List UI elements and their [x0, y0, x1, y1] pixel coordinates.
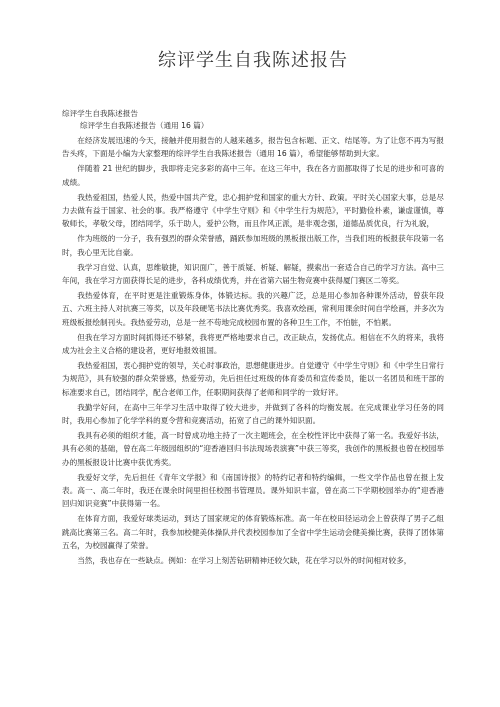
paragraph: 我爱好文学，先后担任《青年文学报》和《南国诗报》的特约记者和特约编辑，一些文学作品也曾在报上发表。高一、高二年时，我还在课余时间里担任校图书管理员。课外知识丰富，曾在高二下学期校园举办的“迎香港回归知识竞赛”中获得第一名。 [62, 472, 444, 509]
document-title: 综评学生自我陈述报告 [158, 50, 348, 71]
paragraph: 在体育方面，我爱好球类运动，到达了国家规定的体育锻炼标准。高一年在校田径运动会上曾获得了男子乙组跳高比赛第三名。高二年时，我参加校健美体操队并代表校园参加了全省中学生运动会健美操比赛，获得了团体第五名，为校园赢得了荣誉。 [62, 514, 444, 550]
paragraph: 我热爱祖国，衷心拥护党的领导，关心时事政治，思想健康进步。自觉遵守《中学生守则》和《中学生日常行为规范》，具有较强的群众荣誉感，热爱劳动，先后担任过班级的体育委员和宣传委员，能以一名团员和班干部的标准要求自己，团结同学，配合老师工作，任职期间获得了老师和同学的一致好评。 [62, 361, 444, 397]
paragraph: 伴随着 21 世纪的脚步，我即将走完多彩的高中三年。在这三年中，我在各方面都取得了长足的进步和可喜的成绩。 [62, 164, 444, 187]
document-body [62, 134, 444, 567]
document-meta [62, 108, 444, 132]
paragraph: 当然，我也存在一些缺点。例如：在学习上刻苦钻研精神还较欠缺，花在学习以外的时间相对较多， [77, 556, 412, 566]
heading-line: 综评学生自我陈述报告 [62, 109, 138, 118]
paragraph: 我热爱体育，在平时更是注重锻炼身体，体锻达标。我的兴趣广泛，总是用心参加各种课外活动，曾获年段五、六班主持人对抗赛三等奖，以及年段硬笔书法比赛优秀奖。我喜欢绘画，常利用课余时间自学绘画，并多次为班级板报绘制刊头。我热爱劳动，总是一丝不苟地完成校园布置的各种卫生工作，不怕脏，不怕累。 [62, 291, 444, 327]
paragraph: 作为班级的一分子，我有强烈的群众荣誉感，踊跃参加班级的黑板报出版工作，当我们班的板报获年段第一名时，我心里无比自豪。 [62, 234, 444, 257]
paragraph: 但我在学习方面时间抓得还不够紧，我将更严格地要求自己，改正缺点，发扬优点。相信在不久的将来，我将成为社会主义合格的建设者，更好地报效祖国。 [62, 332, 444, 356]
subheading-line: 综评学生自我陈述报告（通用 16 篇） [80, 121, 209, 130]
paragraph: 在经济发展迅速的今天，接触并使用报告的人越来越多，报告包含标题、正文、结尾等。为了让您不再为写报告头疼，下面是小编为大家整理的综评学生自我陈述报告（通用 16 篇），希望能够帮助到大家。 [62, 136, 444, 159]
paragraph: 我具有必须的组织才能，高一时曾成功地主持了一次主题班会，在全校性评比中获得了第一名。我爱好书法，具有必须的基础，曾在高二年级园组织的“迎香港回归书法现场表演赛”中获三等奖，我创作的黑板报也曾在校园举办的黑板报设计比赛中获优秀奖。 [62, 431, 444, 467]
paragraph: 我热爱祖国，热爱人民，热爱中国共产党，忠心拥护党和国家的重大方针、政策。平时关心国家大事，总是尽力去做有益于国家、社会的事。我严格遵守《中学生守则》和《中学生行为规范》，平时勤俭朴素，谦虚谨慎，尊敬师长，孝敬父母，团结同学，乐于助人，爱护公物，而且作风正派，是非观念强，道德品质优良，行为礼貌， [62, 192, 444, 229]
paragraph: 我学习自觉、认真，思维敏捷，知识面广，善于质疑、析疑、解疑，摸索出一套适合自己的学习方法。高中三年间，我在学习方面获得长足的进步，各科成绩优秀，并在省第六届生物竞赛中获得厦门赛区二等奖。 [62, 262, 444, 286]
paragraph: 我勤学好问，在高中三年学习生活中取得了较大进步，并做到了各科的均衡发展。在完成课业学习任务的同时，我用心参加了化学学科的夏令营和竞赛活动，拓宽了自己的课外知识面。 [62, 402, 444, 426]
